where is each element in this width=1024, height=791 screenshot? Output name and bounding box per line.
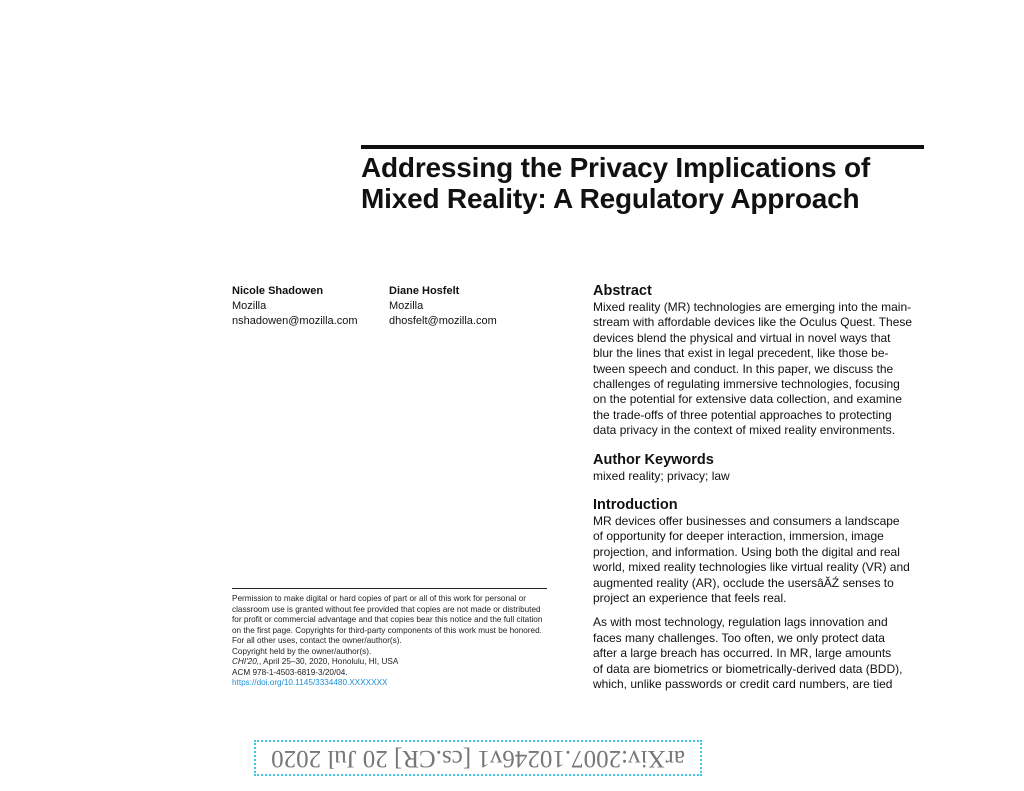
keywords-text: mixed reality; privacy; law	[593, 469, 730, 483]
abstract-body	[593, 300, 923, 439]
permission-line: For all other uses, contact the owner/author(s).	[232, 636, 402, 645]
keywords-heading: Author Keywords	[593, 452, 714, 468]
abstract-line: stream with affordable devices like the Oculus Quest. These	[593, 315, 913, 330]
abstract-line: blur the lines that exist in legal precedent, like those be-	[593, 346, 889, 361]
abstract-section	[593, 283, 923, 439]
conference-venue	[232, 657, 398, 667]
permission-line: Permission to make digital or hard copies of part or all of this work for personal or	[232, 594, 526, 603]
intro-line: As with most technology, regulation lags innovation and	[593, 615, 888, 630]
author-email: dhosfelt@mozilla.com	[389, 315, 497, 327]
venue-details: , April 25–30, 2020, Honolulu, HI, USA	[259, 657, 399, 667]
introduction-paragraph-2	[593, 615, 923, 692]
author-block-2	[389, 284, 497, 329]
intro-line: faces many challenges. Too often, we only protect data	[593, 630, 885, 645]
abstract-heading: Abstract	[593, 283, 652, 299]
copyright-block	[232, 647, 398, 689]
abstract-line: tween speech and conduct. In this paper, we discuss the	[593, 361, 894, 376]
paper-title	[361, 152, 961, 214]
intro-line: which, unlike passwords or credit card numbers, are tied	[593, 677, 893, 692]
permission-line: on the first page. Copyrights for third-party components of this work must be honored.	[232, 625, 542, 635]
doi-link[interactable]: https://doi.org/10.1145/3334480.XXXXXXX	[232, 678, 388, 688]
introduction-paragraph-1	[593, 514, 923, 606]
abstract-line: challenges of regulating immersive technologies, focusing	[593, 377, 900, 392]
paper-title-line-2: Mixed Reality: A Regulatory Approach	[361, 183, 860, 214]
permission-line: for profit or commercial advantage and that copies bear this notice and the full citation	[232, 615, 543, 624]
abstract-line: Mixed reality (MR) technologies are emerging into the main-	[593, 300, 912, 314]
title-rule	[361, 145, 924, 149]
intro-line: MR devices offer businesses and consumers a landscape	[593, 514, 900, 528]
intro-line: world, mixed reality technologies like virtual reality (VR) and	[593, 560, 910, 575]
author-affiliation: Mozilla	[389, 300, 424, 312]
intro-line: projection, and information. Using both the digital and real	[593, 544, 900, 559]
permission-line: classroom use is granted without fee provided that copies are not made or distributed	[232, 604, 541, 614]
author-name: Nicole Shadowen	[232, 285, 324, 297]
introduction-section	[593, 497, 923, 692]
intro-line: after a large breach has occurred. In MR, large amounts	[593, 646, 892, 661]
isbn: ACM 978-1-4503-6819-3/20/04.	[232, 667, 348, 677]
intro-line: project an experience that feels real.	[593, 591, 787, 606]
abstract-line: devices blend the physical and virtual in novel ways that	[593, 330, 891, 345]
introduction-heading: Introduction	[593, 497, 678, 513]
intro-line: of opportunity for deeper interaction, immersion, image	[593, 529, 884, 544]
venue-name: CHI'20,	[232, 657, 260, 667]
abstract-line: data privacy in the context of mixed reality environments.	[593, 423, 896, 438]
author-name: Diane Hosfelt	[389, 285, 460, 297]
abstract-line: on the potential for extensive data collection, and examine	[593, 392, 902, 407]
copyright-held: Copyright held by the owner/author(s).	[232, 647, 372, 656]
arxiv-stamp-box	[254, 740, 702, 776]
author-block-1	[232, 284, 358, 329]
paper-title-line-1: Addressing the Privacy Implications of	[361, 152, 870, 183]
permission-notice	[232, 594, 562, 647]
author-affiliation: Mozilla	[232, 300, 267, 312]
author-email: nshadowen@mozilla.com	[232, 315, 358, 327]
abstract-line: the trade-offs of three potential approaches to protecting	[593, 407, 892, 422]
intro-line: augmented reality (AR), occlude the usersâĂŹ senses to	[593, 575, 894, 590]
arxiv-stamp: arXiv:2007.10246v1 [cs.CR] 20 Jul 2020	[271, 745, 685, 772]
permission-rule	[232, 588, 547, 589]
keywords-section	[593, 452, 923, 484]
intro-line: of data are biometrics or biometrically-derived data (BDD),	[593, 661, 903, 676]
